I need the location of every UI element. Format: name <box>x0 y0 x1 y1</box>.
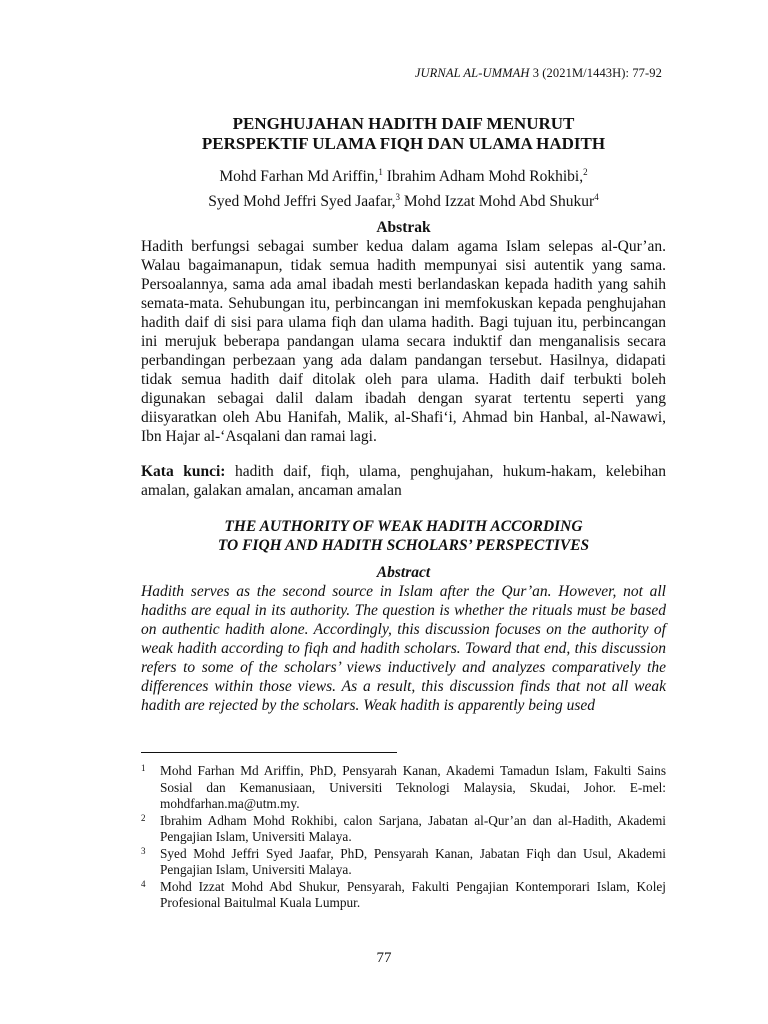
journal-name: JURNAL AL-UMMAH <box>414 66 530 80</box>
journal-issue: 3 (2021M/1443H): 77-92 <box>532 66 662 80</box>
keywords <box>141 462 666 500</box>
english-title <box>141 517 666 555</box>
author-list <box>141 162 666 212</box>
author-affiliation-marker: 1 <box>378 167 383 177</box>
author-name: Mohd Farhan Md Ariffin, <box>219 168 379 185</box>
authors-line-1 <box>141 162 666 187</box>
abstract-body: Hadith serves as the second source in Islam after the Qur’an. However, not all hadiths are equal in its authority. The question is whether the rituals must be based on authentic hadith alone. Accordingly, this discussion focuses on the authority of weak hadith according to fiqh and hadith scholars. Toward that end, this discussion refers to some of the scholars’ views inductively and analyzes comparatively the differences within those views. As a result, this discussion finds that not all weak hadith are rejected by the scholars. Weak hadith is apparently being used <box>141 583 666 714</box>
footnote <box>141 813 666 846</box>
author-affiliation-marker: 3 <box>395 192 401 202</box>
title-line-2: PERSPEKTIF ULAMA FIQH DAN ULAMA HADITH <box>201 134 606 153</box>
english-title-line-1: THE AUTHORITY OF WEAK HADITH ACCORDING <box>224 518 583 535</box>
footnote-text: Mohd Izzat Mohd Abd Shukur, Pensyarah, Fakulti Pengajian Kontemporari Islam, Kolej Profesional Baitulmal Kuala Lumpur. <box>160 878 666 910</box>
abstrak-heading: Abstrak <box>376 219 431 236</box>
running-head <box>415 66 662 81</box>
author-name: Mohd Izzat Mohd Abd Shukur <box>403 193 595 210</box>
author-name: Syed Mohd Jeffri Syed Jaafar, <box>208 193 396 210</box>
article-title <box>141 114 666 154</box>
footnote-number: 1 <box>141 763 146 773</box>
footnote-text: Ibrahim Adham Mohd Rokhibi, calon Sarjana, Jabatan al-Qur’an dan al-Hadith, Akademi Pengajian Islam, Universiti Malaya. <box>160 812 666 844</box>
footnote-separator <box>141 752 397 753</box>
abstrak-body: Hadith berfungsi sebagai sumber kedua dalam agama Islam selepas al-Qur’an. Walau bagaimanapun, tidak semua hadith mempunyai sisi autentik yang sama. Persoalannya, sama ada amal ibadah mesti berlandaskan kepada hadith yang sahih semata-mata. Sehubungan itu, perbincangan ini memfokuskan kepada penghujahan hadith daif di sisi para ulama fiqh dan ulama hadith. Bagi tujuan itu, perbincangan ini merujuk beberapa pandangan ulama secara induktif dan menganalisis secara perbandingan perbezaan yang ada dalam pandangan tersebut. Hasilnya, didapati tidak semua hadith daif ditolak oleh para ulama. Hadith daif terbukti boleh digunakan sebagai dalil dalam ibadah dengan syarat tertentu seperti yang diisyaratkan oleh Abu Hanifah, Malik, al-Shafi‘i, Ahmad bin Hanbal, al-Nawawi, Ibn Hajar al-‘Asqalani dan ramai lagi. <box>141 238 666 445</box>
footnote-number: 4 <box>141 878 146 889</box>
author-affiliation-marker: 4 <box>594 192 599 202</box>
footnote-text: Mohd Farhan Md Ariffin, PhD, Pensyarah Kanan, Akademi Tamadun Islam, Fakulti Sains Sosial dan Kemanusiaan, Universiti Teknologi Malaysia, Skudai, Johor. E-mel: mohdfarhan.ma@utm.my. <box>160 763 666 811</box>
author-name: Ibrahim Adham Mohd Rokhibi, <box>386 168 584 185</box>
keywords-text: hadith daif, fiqh, ulama, penghujahan, hukum-hakam, kelebihan amalan, galakan amalan, ancaman amalan <box>141 463 667 499</box>
abstract-heading: Abstract <box>376 564 431 581</box>
page-number: 77 <box>376 950 392 966</box>
footnote <box>141 879 666 912</box>
keywords-label: Kata kunci: <box>141 463 226 480</box>
footnote-number: 3 <box>141 845 146 856</box>
footnotes <box>141 763 666 912</box>
author-affiliation-marker: 2 <box>583 167 588 177</box>
english-title-line-2: TO FIQH AND HADITH SCHOLARS’ PERSPECTIVES <box>217 537 590 554</box>
authors-line-2 <box>141 187 666 212</box>
footnote <box>141 763 666 813</box>
title-line-1: PENGHUJAHAN HADITH DAIF MENURUT <box>232 114 575 133</box>
footnote <box>141 846 666 879</box>
footnote-number: 2 <box>141 812 146 823</box>
footnote-text: Syed Mohd Jeffri Syed Jaafar, PhD, Pensyarah Kanan, Jabatan Fiqh dan Usul, Akademi Pengajian Islam, Universiti Malaya. <box>160 845 666 877</box>
